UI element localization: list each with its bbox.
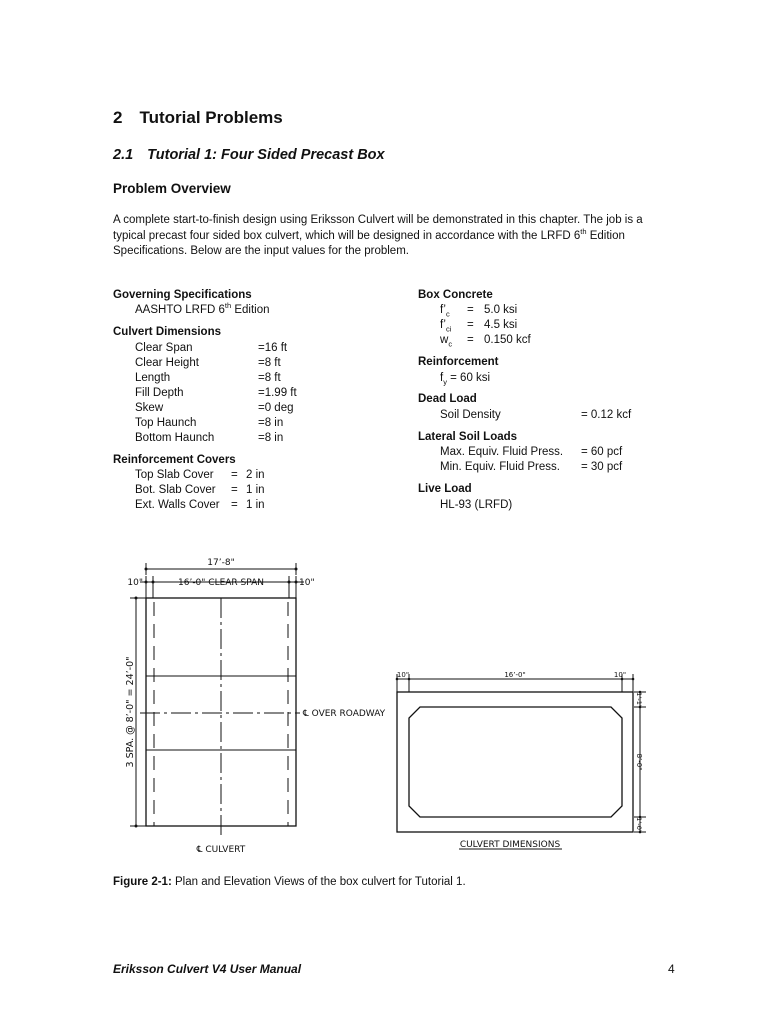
dim-value: =8 ft [258, 372, 281, 384]
symbol-text: f’ [440, 304, 446, 316]
governing-specs-title: Governing Specifications [113, 289, 252, 301]
dead-load-title: Dead Load [418, 393, 477, 405]
reinforcement-value [440, 371, 490, 386]
plan-view-drawing [120, 552, 390, 862]
symbol-text: f [440, 372, 444, 384]
section-heading [113, 108, 283, 128]
problem-overview-paragraph [113, 213, 673, 260]
problem-overview-heading: Problem Overview [113, 181, 231, 196]
concrete-value: 4.5 ksi [484, 319, 518, 331]
reinforcement-covers-title: Reinforcement Covers [113, 454, 236, 466]
caption-label: Figure 2-1: [113, 876, 172, 888]
cover-eq: = [231, 499, 238, 511]
reinforcement-title: Reinforcement [418, 356, 499, 368]
left-wall-label: 10" [127, 578, 143, 588]
dead-load-label: Soil Density [440, 409, 501, 421]
concrete-eq: = [467, 319, 474, 331]
section-title: Tutorial Problems [139, 108, 283, 127]
dim-label: Skew [135, 402, 164, 414]
dim-label: Clear Height [135, 357, 199, 369]
symbol-sub: y [443, 377, 447, 387]
lateral-value: = 30 pcf [581, 461, 623, 473]
lateral-soil-title: Lateral Soil Loads [418, 431, 518, 443]
symbol-text: w [440, 334, 449, 346]
dim-value: =8 in [258, 417, 284, 429]
cover-value: 1 in [246, 484, 265, 496]
culvert-dimensions-title: Culvert Dimensions [113, 326, 221, 338]
cover-value: 2 in [246, 469, 265, 481]
cover-eq: = [231, 469, 238, 481]
cover-value: 1 in [246, 499, 265, 511]
bottom-slab-label: 1’-0" [635, 817, 643, 833]
lateral-label: Max. Equiv. Fluid Press. [440, 446, 564, 458]
cover-label: Bot. Slab Cover [135, 484, 216, 496]
page-number: 4 [668, 962, 675, 976]
concrete-eq: = [467, 334, 474, 346]
dim-value: =16 ft [258, 342, 288, 354]
concrete-symbol [440, 303, 450, 318]
section-span-label: 16’-0" [504, 671, 526, 679]
dim-value: =1.99 ft [258, 387, 297, 399]
dim-label: Bottom Haunch [135, 432, 215, 444]
clear-span-label: 16’-0" CLEAR SPAN [178, 578, 264, 588]
symbol-sub: c [448, 339, 453, 349]
right-wall-label: 10" [299, 578, 315, 588]
vertical-spacing-label: 3 SPA. @ 8’-0" = 24’-0" [125, 656, 136, 768]
figure-caption [113, 876, 466, 888]
culvert-label: ℄ CULVERT [196, 845, 246, 855]
dim-value: =8 in [258, 432, 284, 444]
dim-label: Length [135, 372, 171, 384]
live-load-title: Live Load [418, 483, 472, 495]
paragraph-text-a: A complete start-to-finish design using Eriksson Culvert will be demonstrated in this chapter. The job is a typical precast four sided box culvert, which will be designed in accordance with the LRFD 6 [113, 214, 643, 242]
concrete-eq: = [467, 304, 474, 316]
subsection-number: 2.1 [113, 147, 134, 163]
cover-label: Ext. Walls Cover [135, 499, 220, 511]
top-slab-label: 1’-1" [635, 692, 643, 708]
paragraph-sup: th [580, 226, 587, 236]
caption-text: Plan and Elevation Views of the box culvert for Tutorial 1. [171, 876, 466, 888]
section-number: 2 [113, 108, 123, 127]
lateral-value: = 60 pcf [581, 446, 623, 458]
dim-row [135, 341, 193, 356]
height-label: 8’-0" [635, 753, 643, 771]
subsection-title: Tutorial 1: Four Sided Precast Box [147, 147, 385, 163]
symbol-sub: ci [445, 324, 452, 334]
lateral-label: Min. Equiv. Fluid Press. [440, 461, 560, 473]
concrete-value: 0.150 kcf [484, 334, 531, 346]
cover-label: Top Slab Cover [135, 469, 214, 481]
dim-value: =0 deg [258, 402, 294, 414]
culvert-inner-opening [409, 707, 622, 817]
dim-label: Top Haunch [135, 417, 197, 429]
gov-sup: th [224, 301, 232, 311]
section-title: CULVERT DIMENSIONS [459, 840, 561, 850]
dim-label: Clear Span [135, 342, 193, 354]
footer-title: Eriksson Culvert V4 User Manual [113, 962, 302, 976]
dim-value: =8 ft [258, 357, 281, 369]
governing-specs-value [135, 303, 270, 318]
section-left-wall-label: 10" [396, 671, 410, 679]
subsection-heading [113, 147, 385, 163]
paragraph-text-b: Edition Specifications. Below are the input values for the problem. [113, 229, 625, 257]
overall-width-label: 17’-8" [207, 558, 235, 568]
culvert-outer-wall [397, 692, 633, 832]
dim-label: Fill Depth [135, 387, 184, 399]
section-right-wall-label: 10" [613, 671, 627, 679]
gov-text-b: Edition [231, 304, 270, 316]
gov-text-a: AASHTO LRFD 6 [135, 304, 225, 316]
roadway-label: ℄ OVER ROADWAY [303, 709, 386, 719]
live-load-value: HL-93 (LRFD) [440, 499, 513, 511]
reinf-val: = 60 ksi [446, 372, 491, 384]
symbol-text: f’ [440, 319, 446, 331]
cover-eq: = [231, 484, 238, 496]
dead-load-value: = 0.12 kcf [581, 409, 632, 421]
concrete-symbol [440, 318, 451, 333]
box-concrete-title: Box Concrete [418, 289, 493, 301]
symbol-sub: c [445, 309, 450, 319]
concrete-symbol [440, 333, 452, 348]
section-view-drawing [388, 665, 663, 855]
concrete-value: 5.0 ksi [484, 304, 518, 316]
